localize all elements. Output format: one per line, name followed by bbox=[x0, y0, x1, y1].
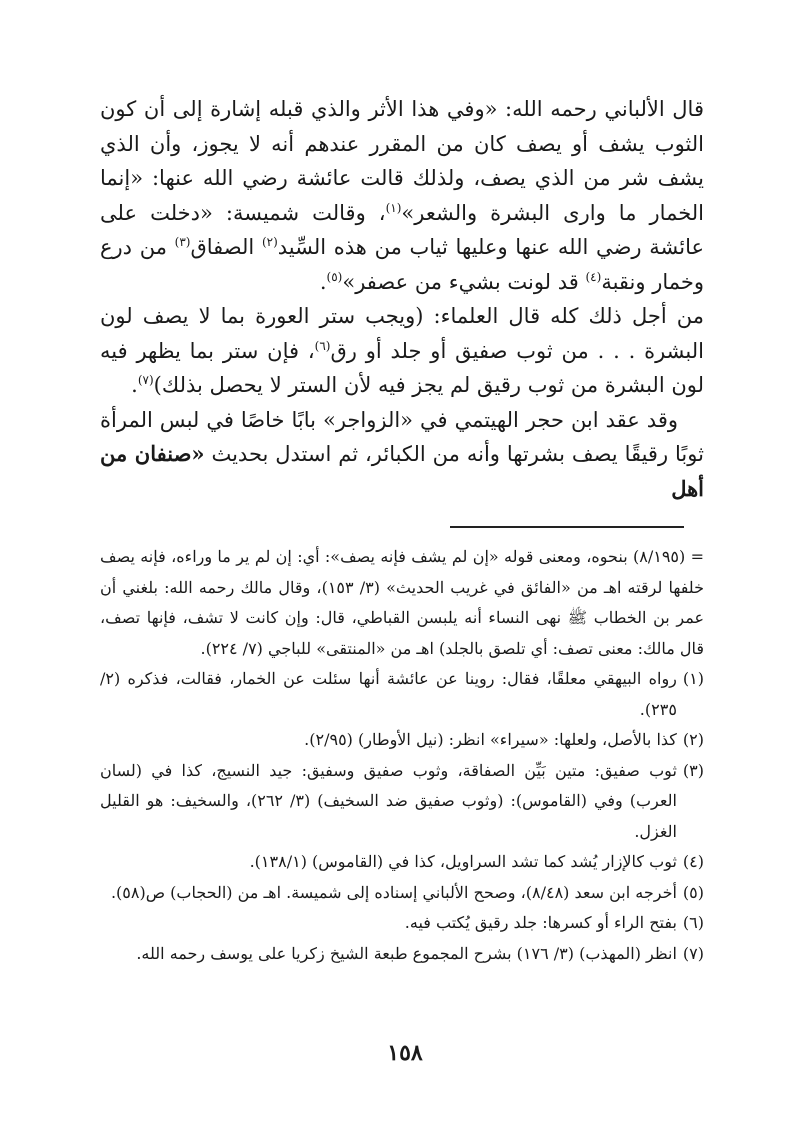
footnote-item bbox=[100, 725, 704, 756]
footnote-ref: (٤) bbox=[585, 269, 602, 284]
footnote-item bbox=[100, 878, 704, 909]
text-span: ، وقالت شميسة: «دخلت على عائشة رضي الله عنها وعليها ثياب من هذه السِّيد bbox=[100, 200, 704, 259]
footnote-text: ثوب كالإزار يُشد كما تشد السراويل، كذا في (القاموس) (١٣٨/١). bbox=[249, 852, 677, 871]
footnote-number: (١) bbox=[682, 669, 704, 688]
footnotes bbox=[100, 542, 704, 969]
footnote-ref: (٦) bbox=[314, 338, 331, 353]
text-span: ، فإن ستر بما يظهر فيه لون البشرة من ثوب رقيق لم يجز فيه لأن الستر لا يحصل بذلك) bbox=[100, 338, 704, 397]
footnote-item bbox=[100, 847, 704, 878]
footnote-number: (٢) bbox=[682, 730, 704, 749]
footnote-item bbox=[100, 908, 704, 939]
footnote-ref: (٢) bbox=[261, 235, 278, 249]
paragraph-3 bbox=[100, 403, 704, 507]
footnote-text: أخرجه ابن سعد (٨/٤٨)، وصحح الألباني إسناده إلى شميسة. اهـ من (الحجاب) ص(٥٨). bbox=[110, 882, 677, 902]
footnote-ref: (٥) bbox=[326, 269, 343, 284]
text-span: . bbox=[319, 269, 327, 294]
paragraph-2 bbox=[100, 299, 704, 403]
paragraph-1 bbox=[100, 92, 704, 299]
main-text bbox=[100, 92, 704, 506]
footnote-item bbox=[100, 664, 704, 725]
footnote-continuation: = (٨/١٩٥) بنحوه، ومعنى قوله «إن لم يشف فإنه يصف»: أي: إن لم ير ما وراءه، فإنه يصف خلفها لرقته اهـ من «الفائق في غريب الحديث» (٣/ ١٥٣)، وقال مالك رحمه الله: بلغني أن عمر بن الخطاب ﷺ نهى النساء أنه يلبسن القباطي، قال: وإن كانت لا تشف، فإنها تصف، قال مالك: معنى تصف: أي تلصق بالجلد) اهـ من «المنتقى» للباجي (٧/ ٢٢٤). bbox=[100, 547, 705, 658]
page-number: ١٥٨ bbox=[387, 1040, 423, 1066]
footnote-text: كذا بالأصل، ولعلها: «سيراء» انظر: (نيل الأوطار) (٢/٩٥). bbox=[304, 730, 677, 749]
hadith-title-bold: «صنفان من أهل bbox=[100, 441, 704, 501]
footnote-number: (٣) bbox=[682, 760, 704, 780]
footnote-number: (٤) bbox=[682, 852, 704, 871]
footnote-number: (٦) bbox=[682, 913, 704, 932]
footnote-text: بفتح الراء أو كسرها: جلد رقيق يُكتب فيه. bbox=[404, 913, 677, 932]
text-span: قد لونت بشيء من عصفر» bbox=[342, 269, 586, 294]
footnote-separator bbox=[450, 526, 684, 528]
text-span: . bbox=[131, 373, 138, 397]
text-span: من أجل ذلك كله قال العلماء: (ويجب ستر العورة بما لا يصف لون البشرة . . . من ثوب صفيق أو جلد أو رق bbox=[100, 304, 704, 363]
text-span: قال الألباني رحمه الله: «وفي هذا الأثر والذي قبله إشارة إلى أن كون الثوب يشف أو يصف كان من المقرر عندهم أنه لا يجوز، وأن الذي يشف شر من الذي يصف، ولذلك قالت عائشة رضي الله عنها: «إنما الخمار ما وارى البشرة والشعر» bbox=[100, 97, 704, 225]
footnote-ref: (٧) bbox=[137, 373, 154, 387]
footnote-ref: (٣) bbox=[174, 235, 191, 249]
footnote-number: (٧) bbox=[682, 943, 704, 963]
footnote-item bbox=[100, 756, 704, 848]
footnote-text: انظر (المهذب) (٣/ ١٧٦) بشرح المجموع طبعة الشيخ زكريا على يوسف رحمه الله. bbox=[136, 943, 677, 963]
text-span: وقد عقد ابن حجر الهيتمي في «الزواجر» بابًا خاصًا في لبس المرأة ثوبًا رقيقًا يصف بشرتها وأنه من الكبائر، ثم استدل بحديث bbox=[100, 407, 704, 466]
text-span: الصفاق bbox=[190, 235, 262, 259]
footnote-number: (٥) bbox=[682, 882, 704, 902]
footnote-text: رواه البيهقي معلقًا، فقال: روينا عن عائشة أنها سئلت عن الخمار، فقالت، فذكره (٢/ ٢٣٥). bbox=[100, 669, 677, 719]
footnote-item bbox=[100, 939, 704, 970]
footnote-ref: (١) bbox=[385, 200, 402, 215]
text-span: من درع وخمار ونقبة bbox=[100, 235, 704, 294]
footnote-text: ثوب صفيق: متين بَيِّن الصفاقة، وثوب صفيق وسفيق: جيد النسيج، كذا في (لسان العرب) وفي (القاموس): (وثوب صفيق ضد السخيف) (٣/ ٢٦٢)، والسخيف: هو القليل الغزل. bbox=[100, 760, 677, 841]
